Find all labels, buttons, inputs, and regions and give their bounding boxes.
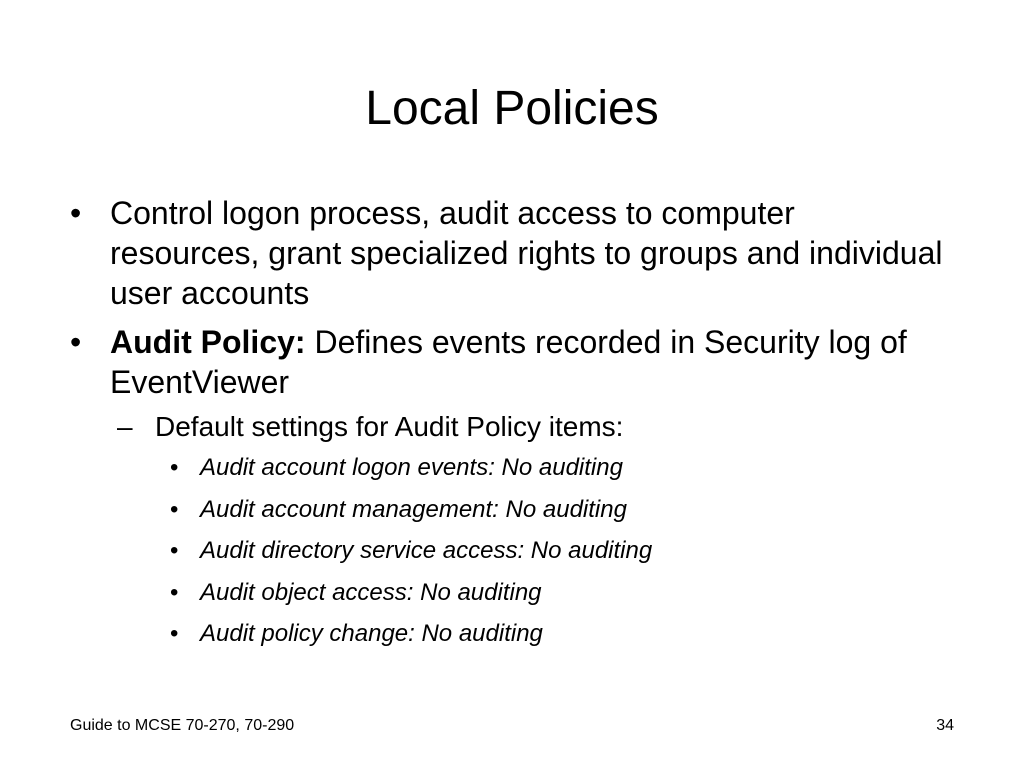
sub-bullet-text: Default settings for Audit Policy items: <box>155 411 624 442</box>
bullet-bold-term: Audit Policy: <box>110 324 306 360</box>
bullet-item <box>70 193 950 313</box>
list-item <box>170 494 930 526</box>
list-item <box>170 535 930 567</box>
list-item-text: Audit policy change: No auditing <box>200 620 543 647</box>
bullet-marker: • <box>170 579 179 606</box>
bullet-marker: • <box>170 454 179 481</box>
list-item-text: Audit account management: No auditing <box>200 496 627 523</box>
bullet-item <box>70 322 950 402</box>
slide-title: Local Policies <box>365 82 659 135</box>
list-item-text: Audit object access: No auditing <box>200 579 542 606</box>
bullet-marker: • <box>170 537 179 564</box>
footer-course-title: Guide to MCSE 70-270, 70-290 <box>70 717 295 734</box>
bullet-marker: • <box>70 195 82 231</box>
list-item <box>170 618 930 650</box>
bullet-marker: • <box>170 620 179 647</box>
bullet-marker: • <box>70 324 82 360</box>
dash-marker: – <box>117 411 133 442</box>
bullet-description: Defines events recorded in Security log of EventViewer <box>110 324 907 400</box>
bullet-text: Control logon process, audit access to computer resources, grant specialized rights to groups and individual user accounts <box>110 195 943 311</box>
list-item <box>170 452 930 484</box>
page-number: 34 <box>936 717 954 734</box>
sub-bullet-item <box>117 408 937 446</box>
list-item-text: Audit directory service access: No auditing <box>200 537 653 564</box>
bullet-marker: • <box>170 496 179 523</box>
bullet-text <box>70 322 950 402</box>
list-item <box>170 577 930 609</box>
list-item-text: Audit account logon events: No auditing <box>200 454 623 481</box>
